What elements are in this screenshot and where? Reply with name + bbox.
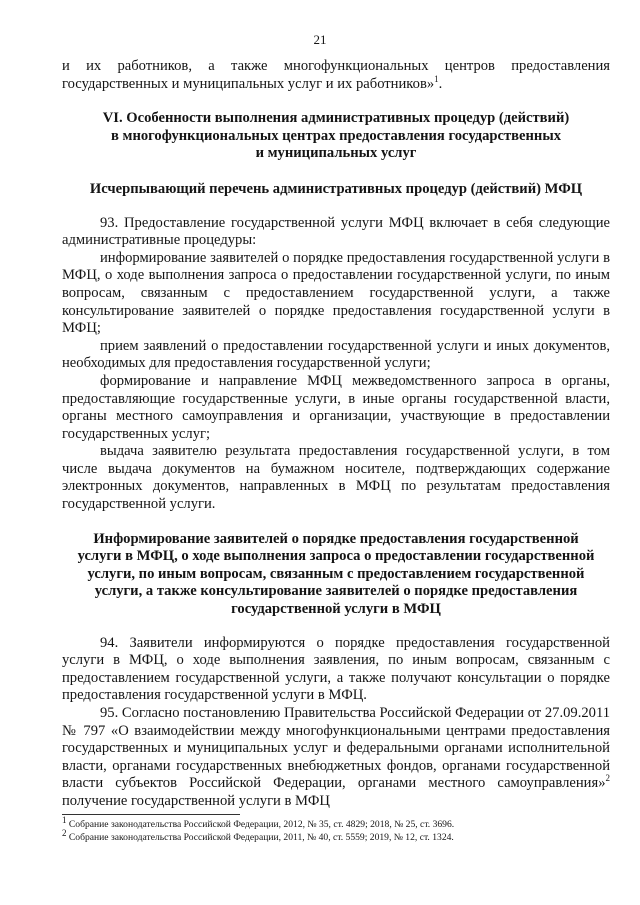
section-heading	[62, 110, 610, 163]
subheading-line: Информирование заявителей о порядке предоставления государственной	[93, 530, 579, 547]
footnote-1	[62, 814, 610, 831]
section-heading-line: и муниципальных услуг	[255, 145, 417, 162]
footnote-1-text: Собрание законодательства Российской Федерации, 2012, № 35, ст. 4829; 2018, № 25, ст. 3696.	[66, 819, 455, 830]
footnote-1-number: 1	[62, 814, 67, 825]
paragraph-95-continuation: получение государственной услуги в МФЦ	[62, 792, 330, 809]
page-number: 21	[313, 32, 327, 47]
section-heading-line: VI. Особенности выполнения административных процедур (действий)	[102, 110, 570, 127]
subheading-line: услуги, а также консультирование заявителей о порядке предоставления	[94, 583, 578, 600]
subheading-line: услуги, по иным вопросам, связанным с предоставлением государственной	[87, 565, 585, 582]
procedure-item-issuing-result: выдача заявителю результата предоставления государственной услуги, в том числе выдача документов на бумажном носителе, подтверждающих содержание электронных документов, направленных в МФЦ по результатам предоставления государственной услуги.	[62, 443, 610, 513]
footnote-ref-1: 1	[434, 73, 439, 84]
intro-text: и их работников, а также многофункциональных центров предоставления государственных и муниципальных услуг и их работников»	[62, 58, 610, 92]
footnotes	[62, 814, 610, 844]
intro-paragraph	[62, 58, 610, 93]
paragraph-94: 94. Заявители информируются о порядке предоставления государственной услуги в МФЦ, о ходе выполнения заявления, по иным вопросам, связанным с предоставлением государственной услуги, а также получают консультации о порядке предоставления государственной услуги в МФЦ.	[62, 634, 610, 704]
footnote-ref-2: 2	[605, 773, 610, 784]
intro-end: .	[438, 75, 443, 92]
footnote-2-text: Собрание законодательства Российской Федерации, 2011, № 40, ст. 5559; 2019, № 12, ст. 1324.	[66, 832, 454, 843]
procedure-item-interagency-request: формирование и направление МФЦ межведомственного запроса в органы, предоставляющие государственные услуги, в иные органы государственной власти, органы местного самоуправления и организации, участвующие в предоставлении государственных услуг;	[62, 372, 610, 442]
procedure-item-receiving: прием заявлений о предоставлении государственной услуги и иных документов, необходимых для предоставления государственной услуги;	[62, 337, 610, 372]
subheading-line: услуги в МФЦ, о ходе выполнения запроса о предоставлении государственной	[77, 548, 595, 565]
paragraph-93: 93. Предоставление государственной услуги МФЦ включает в себя следующие административные процедуры:	[62, 214, 610, 249]
document-body	[62, 58, 610, 811]
paragraph-95-text: 95. Согласно постановлению Правительства Российской Федерации от 27.09.2011 № 797 «О взаимодействии между многофункциональными центрами предоставления государственных и муниципальных услуг и федеральными органами исполнительной власти, органами государственных внебюджетных фондов, органами государственной власти субъектов Российской Федерации, органами местного самоуправления»	[62, 705, 610, 792]
footnote-divider	[62, 814, 240, 815]
subheading-procedures-list: Исчерпывающий перечень административных процедур (действий) МФЦ	[89, 180, 583, 197]
subheading-line: государственной услуги в МФЦ	[231, 601, 441, 618]
footnote-2-number: 2	[62, 827, 67, 838]
paragraph-95	[62, 705, 610, 811]
procedure-item-informing: информирование заявителей о порядке предоставления государственной услуги в МФЦ, о ходе выполнения запроса о предоставлении государственной услуги, по иным вопросам, связанным с предоставлением государственной услуги, а также консультирование заявителей о порядке предоставления государственной услуги в МФЦ;	[62, 249, 610, 337]
section-heading-line: в многофункциональных центрах предоставления государственных	[110, 127, 562, 144]
footnote-2	[62, 827, 610, 844]
subheading-informing	[62, 531, 610, 619]
